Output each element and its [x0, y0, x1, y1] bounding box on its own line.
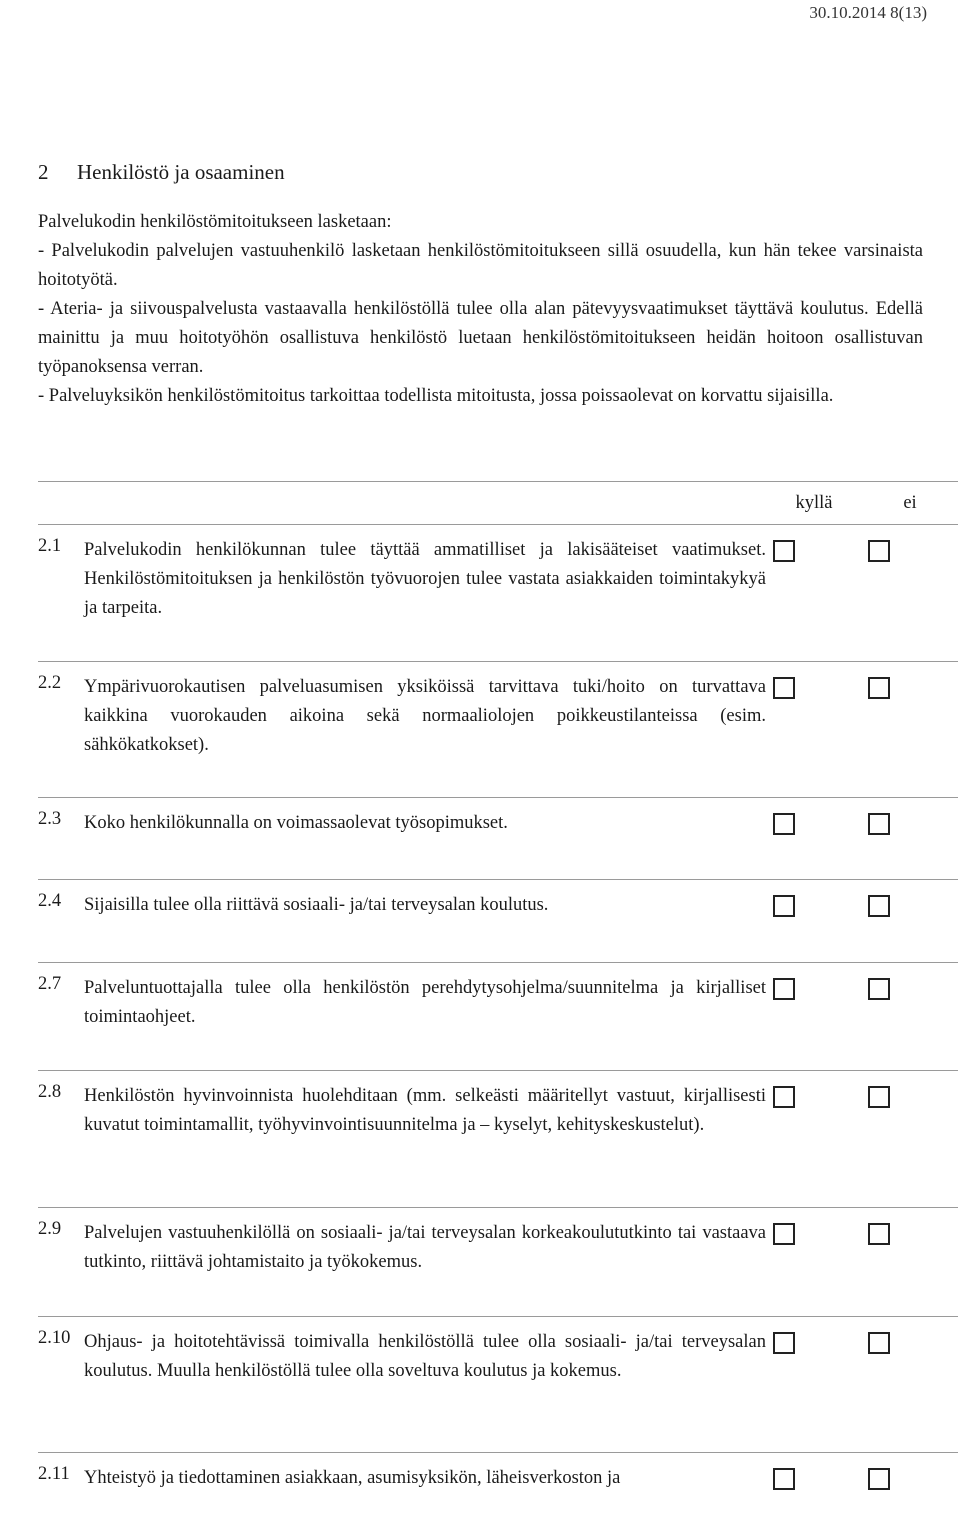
- yes-checkbox[interactable]: [773, 1086, 795, 1108]
- requirements-table: [38, 481, 958, 1513]
- requirement-text: Yhteistyö ja tiedottaminen asiakkaan, asumisyksikön, läheisverkoston ja: [84, 1453, 766, 1513]
- table-row: [38, 1317, 958, 1453]
- no-column-label: ei: [862, 482, 958, 525]
- yes-checkbox[interactable]: [773, 1332, 795, 1354]
- table-row: [38, 963, 958, 1071]
- requirement-number: 2.8: [38, 1071, 84, 1208]
- no-checkbox[interactable]: [868, 1468, 890, 1490]
- requirement-number: 2.2: [38, 662, 84, 798]
- requirement-text: Palveluntuottajalla tulee olla henkilöstön perehdytysohjelma/suunnitelma ja kirjalliset toimintaohjeet.: [84, 963, 766, 1071]
- requirement-number: 2.3: [38, 798, 84, 880]
- yes-checkbox[interactable]: [773, 895, 795, 917]
- no-checkbox[interactable]: [868, 978, 890, 1000]
- no-checkbox[interactable]: [868, 1332, 890, 1354]
- table-row: [38, 880, 958, 963]
- requirement-text: Henkilöstön hyvinvoinnista huolehditaan (mm. selkeästi määritellyt vastuut, kirjallisesti kuvatut toimintamallit, työhyvinvointisuunnitelma ja – kyselyt, kehityskeskustelut).: [84, 1071, 766, 1208]
- requirement-number: 2.7: [38, 963, 84, 1071]
- no-checkbox[interactable]: [868, 813, 890, 835]
- section-number: 2: [38, 160, 49, 184]
- requirement-number: 2.1: [38, 525, 84, 662]
- requirement-number: 2.11: [38, 1453, 84, 1513]
- table-row: [38, 798, 958, 880]
- yes-checkbox[interactable]: [773, 677, 795, 699]
- page-date-and-number: 30.10.2014 8(13): [809, 3, 927, 22]
- intro-paragraph: - Ateria- ja siivouspalvelusta vastaavalla henkilöstöllä tulee olla alan pätevyysvaatimukset täyttävä koulutus. Edellä mainittu ja muu hoitotyöhön osallistuva henkilöstö luetaan henkilöstömitoitukseen heidän hoitoon osallistuvan työpanoksensa verran.: [38, 299, 923, 377]
- requirement-text: Koko henkilökunnalla on voimassaolevat työsopimukset.: [84, 798, 766, 880]
- requirement-text: Palvelukodin henkilökunnan tulee täyttää ammatilliset ja lakisääteiset vaatimukset. Henkilöstömitoituksen ja henkilöstön työvuorojen tulee vastata asiakkaiden toimintakykyä ja tarpeita.: [84, 525, 766, 662]
- no-checkbox[interactable]: [868, 677, 890, 699]
- table-header-row: [38, 482, 958, 525]
- yes-checkbox[interactable]: [773, 540, 795, 562]
- requirement-number: 2.10: [38, 1317, 84, 1453]
- yes-column-label: kyllä: [766, 482, 862, 525]
- intro-paragraph: - Palveluyksikön henkilöstömitoitus tarkoittaa todellista mitoitusta, jossa poissaolevat on korvattu sijaisilla.: [38, 386, 834, 406]
- section-title: Henkilöstö ja osaaminen: [77, 160, 285, 184]
- requirement-number: 2.4: [38, 880, 84, 963]
- requirement-text: Ympärivuorokautisen palveluasumisen yksiköissä tarvittava tuki/hoito on turvattava kaikkina vuorokauden aikoina sekä normaaliolojen poikkeustilanteissa (esim. sähkökatkokset).: [84, 662, 766, 798]
- no-checkbox[interactable]: [868, 895, 890, 917]
- intro-paragraph: - Palvelukodin palvelujen vastuuhenkilö lasketaan henkilöstömitoitukseen sillä osuudella, kun hän tekee varsinaista hoitotyötä.: [38, 241, 923, 290]
- yes-checkbox[interactable]: [773, 1223, 795, 1245]
- no-checkbox[interactable]: [868, 540, 890, 562]
- table-row: [38, 1071, 958, 1208]
- table-row: [38, 1453, 958, 1513]
- no-checkbox[interactable]: [868, 1223, 890, 1245]
- requirement-number: 2.9: [38, 1208, 84, 1317]
- requirement-text: Ohjaus- ja hoitotehtävissä toimivalla henkilöstöllä tulee olla sosiaali- ja/tai terveysalan koulutus. Muulla henkilöstöllä tulee olla soveltuva koulutus ja kokemus.: [84, 1317, 766, 1453]
- requirement-text: Palvelujen vastuuhenkilöllä on sosiaali- ja/tai terveysalan korkeakoulututkinto tai vastaava tutkinto, riittävä johtamistaito ja työkokemus.: [84, 1208, 766, 1317]
- yes-checkbox[interactable]: [773, 813, 795, 835]
- table-row: [38, 525, 958, 662]
- intro-paragraph: Palvelukodin henkilöstömitoitukseen lasketaan:: [38, 212, 392, 232]
- yes-checkbox[interactable]: [773, 978, 795, 1000]
- section-heading: [38, 160, 285, 185]
- no-checkbox[interactable]: [868, 1086, 890, 1108]
- requirement-text: Sijaisilla tulee olla riittävä sosiaali- ja/tai terveysalan koulutus.: [84, 880, 766, 963]
- table-row: [38, 1208, 958, 1317]
- intro-text: [38, 208, 923, 411]
- table-row: [38, 662, 958, 798]
- yes-checkbox[interactable]: [773, 1468, 795, 1490]
